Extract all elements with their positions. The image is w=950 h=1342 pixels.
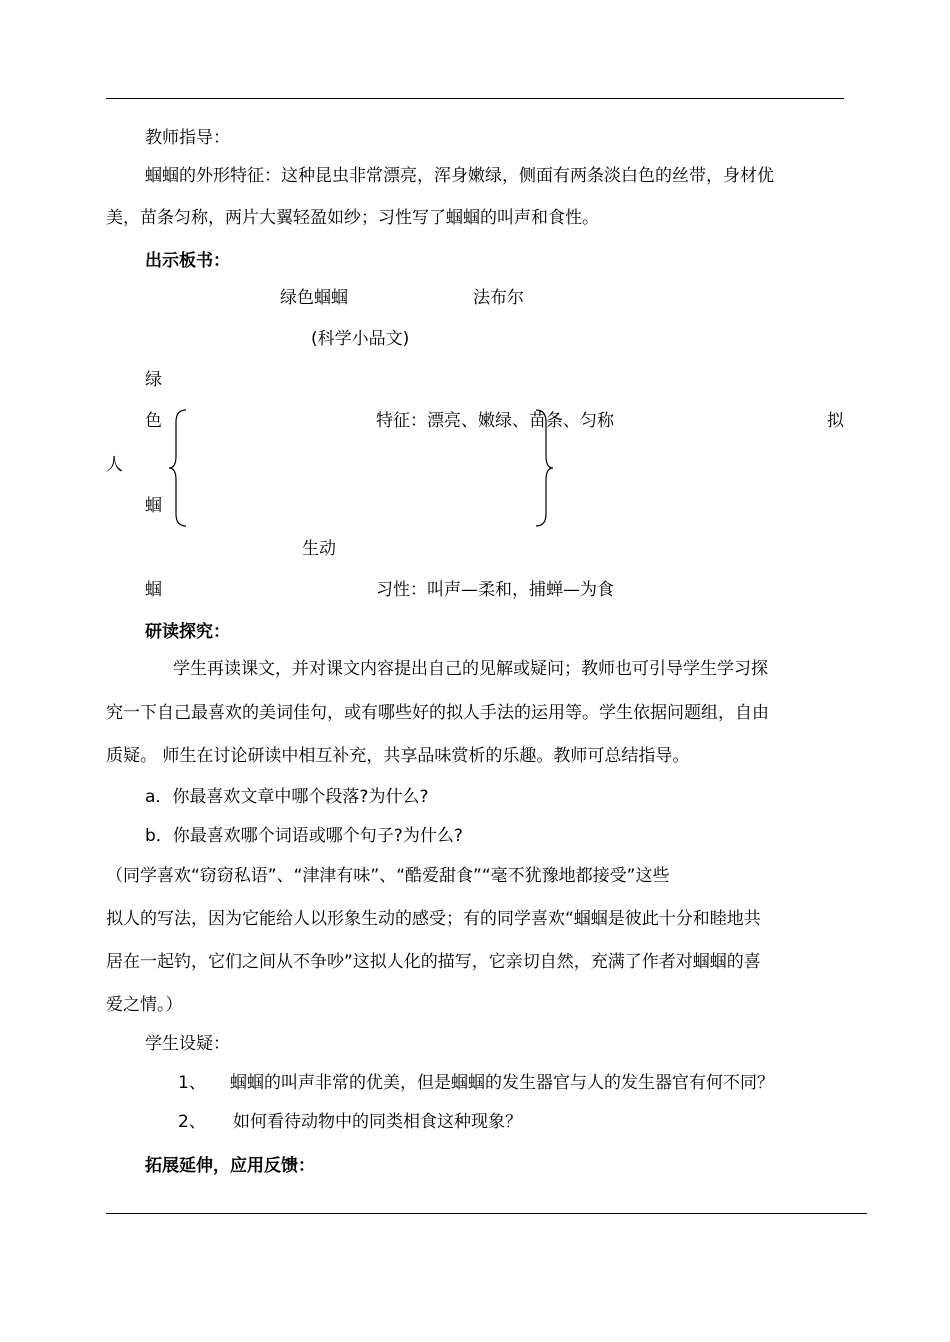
question-2-number: 2、: [178, 1112, 206, 1132]
board-char-lv: 绿: [145, 370, 162, 390]
board-author: 法布尔: [473, 288, 524, 308]
board-personify-1: 拟: [827, 411, 844, 431]
board-char-guo-2: 蝈: [145, 580, 162, 600]
board-char-se: 色: [145, 411, 162, 431]
answer-line-3: 居在一起钓，它们之间从不争吵”这拟人化的描写，它亲切自然，充满了作者对蝈蝈的喜: [106, 952, 761, 972]
features-line-1: 蝈蝈的外形特征：这种昆虫非常漂亮，浑身嫩绿，侧面有两条淡白色的丝带，身材优: [145, 166, 774, 186]
questions-label: 学生设疑：: [145, 1034, 230, 1054]
board-title: 绿色蝈蝈: [280, 288, 348, 308]
answer-line-1: （同学喜欢“窃窃私语”、“津津有味”、“酷爱甜食”“毫不犹豫地都接受”这些: [106, 866, 670, 886]
study-label: 研读探究：: [145, 622, 230, 642]
board-habits: 习性：叫声—柔和，捕蝉—为食: [376, 580, 614, 600]
header-rule: [106, 98, 844, 99]
board-label: 出示板书：: [145, 251, 230, 271]
answer-line-4: 爱之情。）: [106, 995, 183, 1015]
question-1-text: 蝈蝈的叫声非常的优美，但是蝈蝈的发生器官与人的发生器官有何不同？: [230, 1073, 774, 1093]
study-line-3: 质疑。 师生在讨论研读中相互补充，共享品味赏析的乐趣。教师可总结指导。: [106, 746, 690, 766]
footer-rule: [106, 1213, 867, 1214]
right-brace: [532, 408, 554, 528]
board-genre: (科学小品文): [311, 329, 410, 349]
board-features: 特征：漂亮、嫩绿、苗条、匀称: [376, 411, 614, 431]
board-char-guo-1: 蝈: [145, 496, 162, 516]
study-line-1: 学生再读课文，并对课文内容提出自己的见解或疑问；教师也可引导学生学习探: [173, 659, 768, 679]
question-2-text: 如何看待动物中的同类相食这种现象？: [233, 1112, 522, 1132]
teacher-guide-label: 教师指导：: [145, 128, 230, 148]
left-brace: [168, 408, 190, 528]
board-personify-2: 人: [106, 455, 123, 475]
question-1-number: 1、: [178, 1073, 206, 1093]
features-line-2: 美，苗条匀称，两片大翼轻盈如纱；习性写了蝈蝈的叫声和食性。: [106, 208, 599, 228]
answer-line-2: 拟人的写法，因为它能给人以形象生动的感受；有的同学喜欢“蝈蝈是彼此十分和睦地共: [106, 909, 761, 929]
extend-label: 拓展延伸，应用反馈：: [145, 1156, 315, 1176]
question-b: b．你最喜欢哪个词语或哪个句子?为什么?: [145, 826, 463, 846]
question-a: a．你最喜欢文章中哪个段落?为什么?: [145, 787, 429, 807]
study-line-2: 究一下自己最喜欢的美词佳句，或有哪些好的拟人手法的运用等。学生依据问题组，自由: [106, 703, 769, 723]
board-vivid: 生动: [302, 539, 336, 559]
